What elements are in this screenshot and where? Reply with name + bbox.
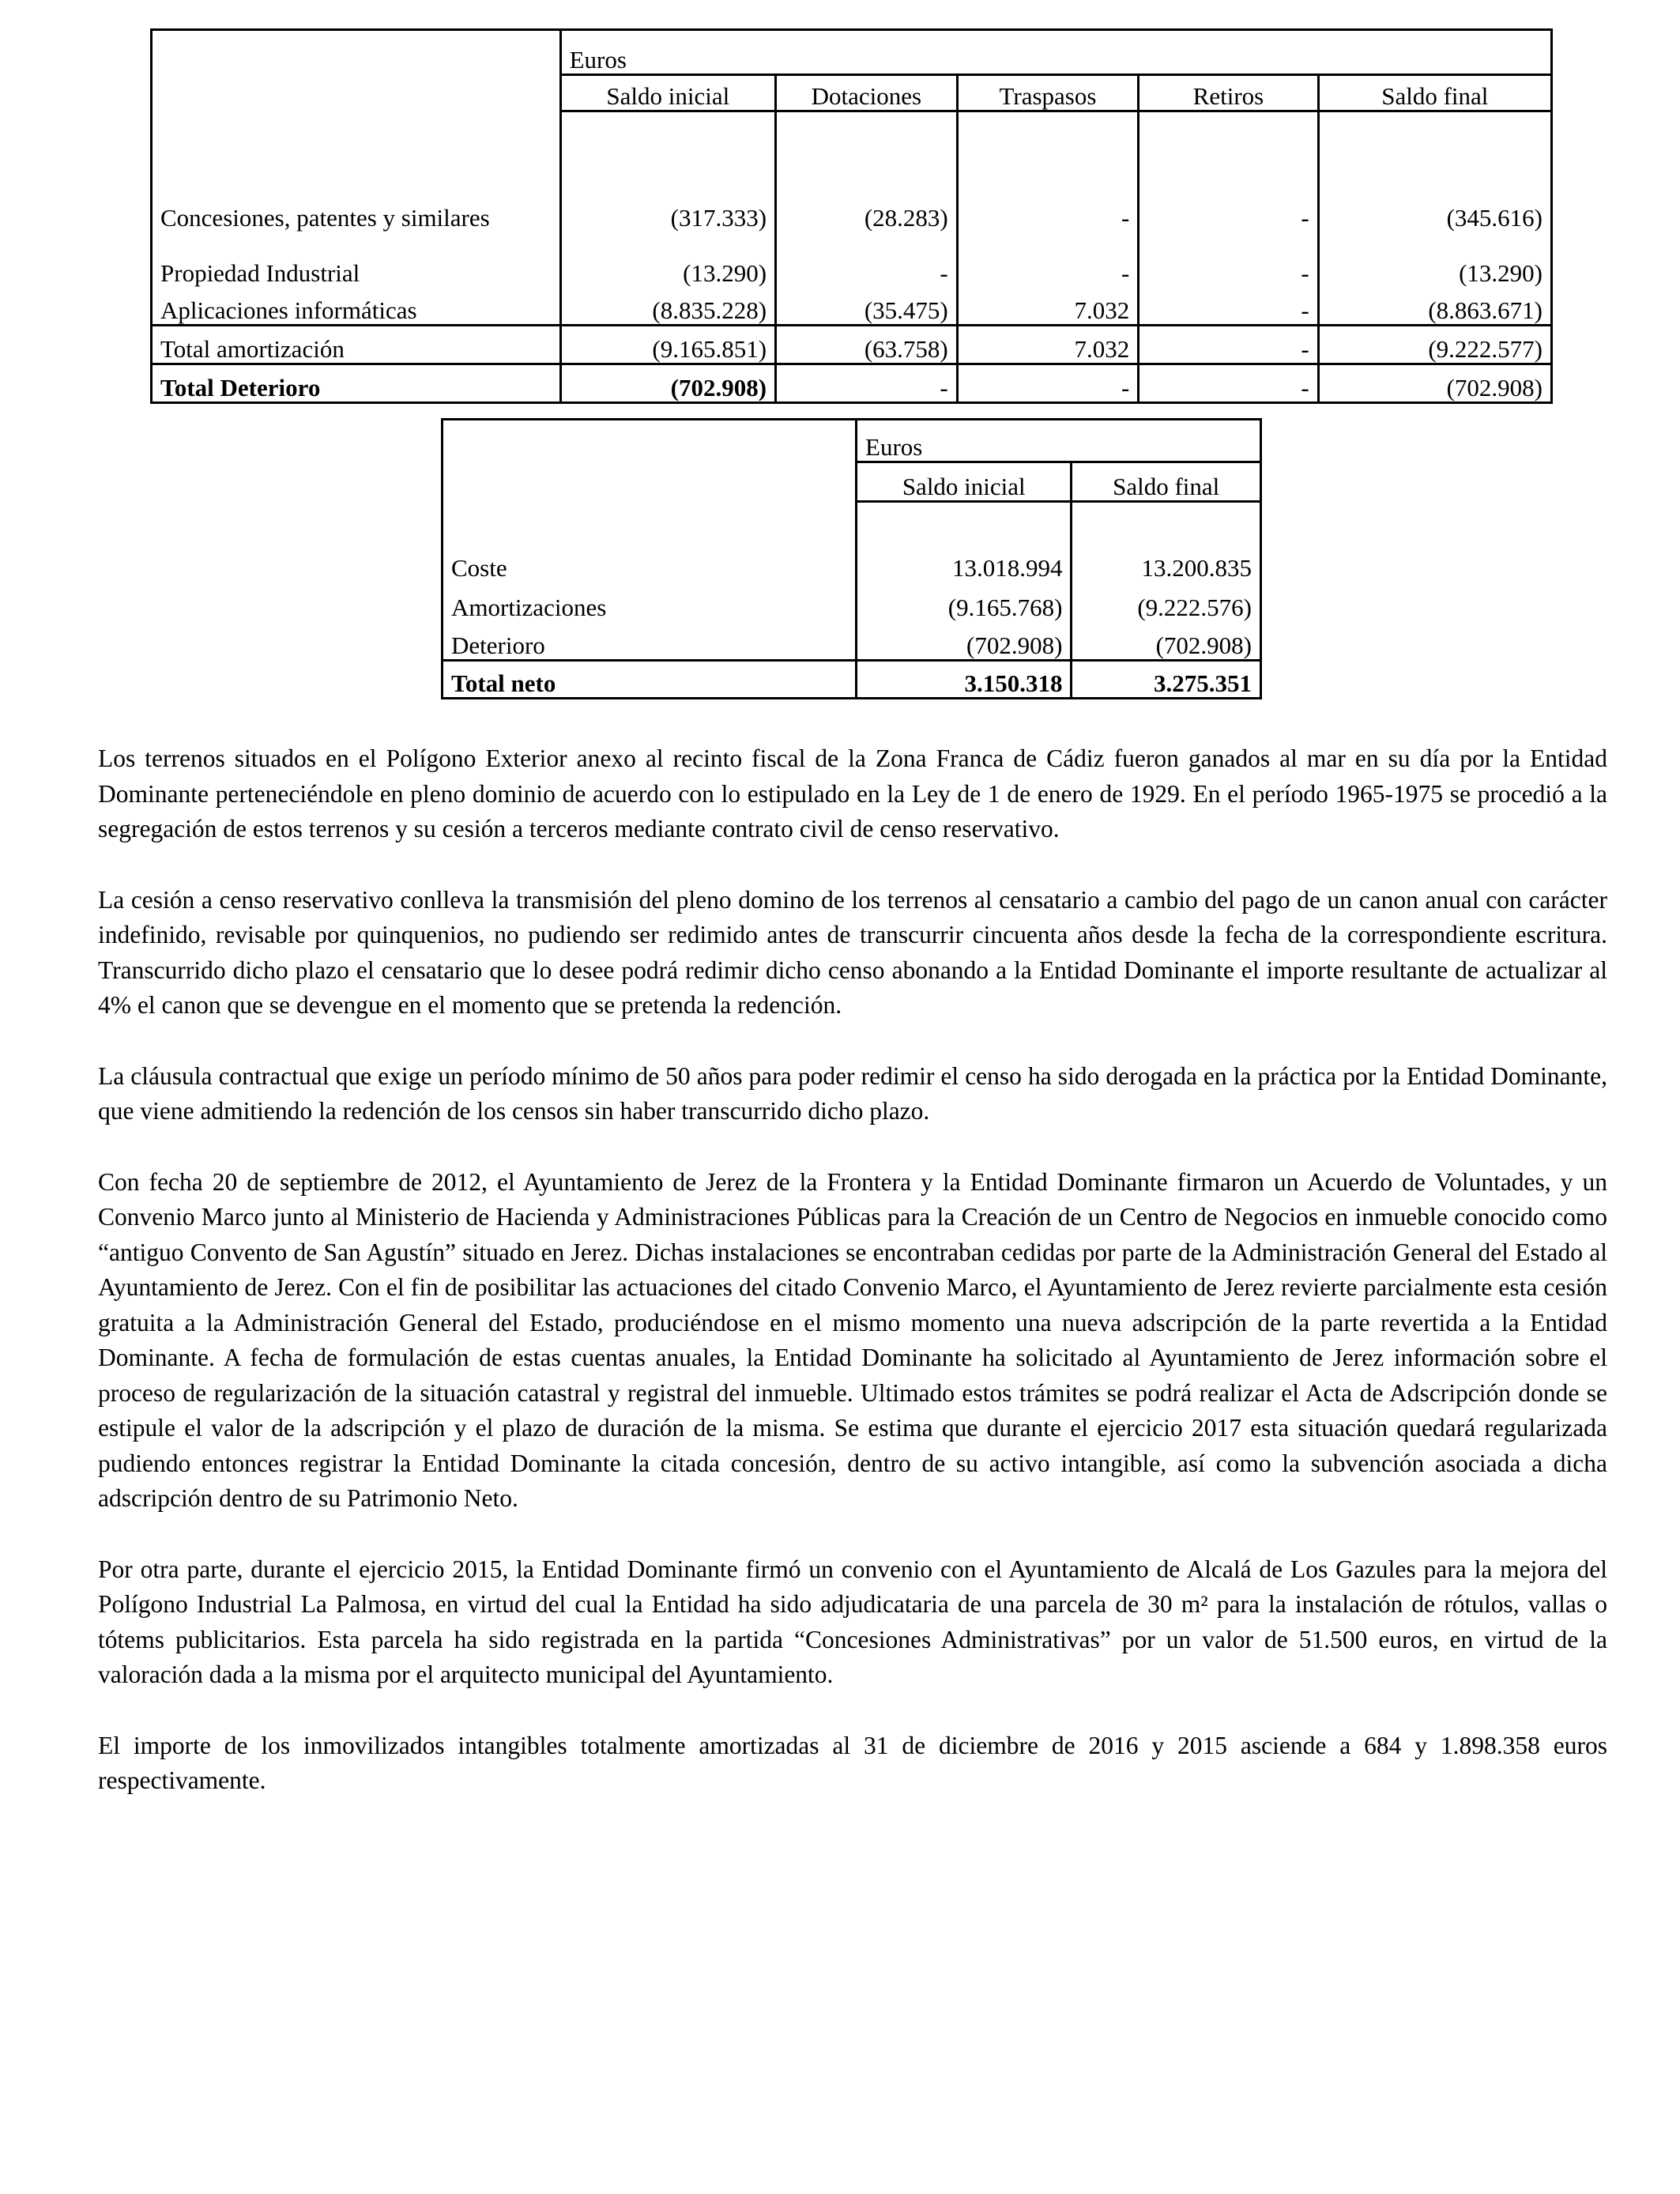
cell-value: - bbox=[957, 364, 1139, 403]
cell-value: (345.616) bbox=[1318, 111, 1551, 239]
table2-corner bbox=[443, 420, 857, 462]
table-row bbox=[152, 326, 1552, 364]
table1-currency-header: Euros bbox=[560, 30, 1551, 75]
cell-value: (13.290) bbox=[560, 239, 776, 287]
cell-value: (702.908) bbox=[1318, 364, 1551, 403]
cell-value: (9.165.768) bbox=[857, 582, 1072, 621]
table2-header-saldo-final: Saldo final bbox=[1072, 462, 1261, 502]
paragraph: Con fecha 20 de septiembre de 2012, el Ayuntamiento de Jerez de la Frontera y la Entidad Dominante firmaron un Acuerdo de Voluntades, y un Convenio Marco junto al Ministerio de Hacienda y Administraciones Públicas para la Creación de un Centro de Negocios en inmueble conocido como “antiguo Convento de San Agustín” situado en Jerez. Dichas instalaciones se encontraban cedidas por parte de la Administración General del Estado al Ayuntamiento de Jerez. Con el fin de posibilitar las actuaciones del citado Convenio Marco, el Ayuntamiento de Jerez revierte parcialmente esta cesión gratuita a la Administración General del Estado, produciéndose en el mismo momento una nueva adscripción de la parte revertida a la Entidad Dominante. A fecha de formulación de estas cuentas anuales, la Entidad Dominante ha solicitado al Ayuntamiento de Jerez información sobre el proceso de regularización de la situación catastral y registral del inmueble. Ultimado estos trámites se podrá realizar el Acta de Adscripción donde se estipule el valor de la adscripción y el plazo de duración de la misma. Se estima que durante el ejercicio 2017 esta situación quedará regularizada pudiendo entonces registrar la Entidad Dominante la citada concesión, dentro de su activo intangible, así como la subvención asociada a dicha adscripción dentro de su Patrimonio Neto. bbox=[98, 1167, 1607, 1512]
table2-header-saldo-inicial: Saldo inicial bbox=[857, 462, 1072, 502]
cell-value: 13.018.994 bbox=[857, 502, 1072, 582]
table2-currency-header: Euros bbox=[857, 420, 1261, 462]
table1-corner-lower bbox=[152, 75, 561, 111]
cell-value: 3.275.351 bbox=[1072, 661, 1261, 699]
row-label: Propiedad Industrial bbox=[152, 239, 561, 287]
row-label: Deterioro bbox=[443, 621, 857, 661]
table-row bbox=[152, 111, 1552, 239]
cell-value: - bbox=[1139, 239, 1318, 287]
cell-value: 3.150.318 bbox=[857, 661, 1072, 699]
table-row bbox=[443, 621, 1261, 661]
table1-header-traspasos: Traspasos bbox=[957, 75, 1139, 111]
cell-value: (9.222.576) bbox=[1072, 582, 1261, 621]
amortization-table bbox=[150, 28, 1553, 404]
cell-value: (8.863.671) bbox=[1318, 287, 1551, 326]
cell-value: (8.835.228) bbox=[560, 287, 776, 326]
cell-value: (13.290) bbox=[1318, 239, 1551, 287]
net-value-table bbox=[441, 418, 1262, 699]
cell-value: (9.222.577) bbox=[1318, 326, 1551, 364]
cell-value: (317.333) bbox=[560, 111, 776, 239]
cell-value: (702.908) bbox=[857, 621, 1072, 661]
table-row bbox=[152, 239, 1552, 287]
cell-value: - bbox=[776, 364, 958, 403]
cell-value: 13.200.835 bbox=[1072, 502, 1261, 582]
table1-header-saldo-final: Saldo final bbox=[1318, 75, 1551, 111]
table-row bbox=[443, 661, 1261, 699]
cell-value: - bbox=[957, 239, 1139, 287]
cell-value: (9.165.851) bbox=[560, 326, 776, 364]
cell-value: (63.758) bbox=[776, 326, 958, 364]
row-label: Total Deterioro bbox=[152, 364, 561, 403]
cell-value: - bbox=[1139, 111, 1318, 239]
paragraph: El importe de los inmovilizados intangibles totalmente amortizadas al 31 de diciembre de 2016 y 2015 asciende a 684 y 1.898.358 euros respectivamente. bbox=[98, 1731, 1607, 1794]
cell-value: - bbox=[1139, 326, 1318, 364]
paragraph: Por otra parte, durante el ejercicio 2015, la Entidad Dominante firmó un convenio con el Ayuntamiento de Alcalá de Los Gazules para la mejora del Polígono Industrial La Palmosa, en virtud del cual la Entidad ha sido adjudicataria de una parcela de 30 m² para la instalación de rótulos, vallas o tótems publicitarios. Esta parcela ha sido registrada en la partida “Concesiones Administrativas” por un valor de 51.500 euros, en virtud de la valoración dada a la misma por el arquitecto municipal del Ayuntamiento. bbox=[98, 1555, 1607, 1688]
cell-value: 7.032 bbox=[957, 326, 1139, 364]
cell-value: - bbox=[1139, 364, 1318, 403]
row-label: Coste bbox=[443, 502, 857, 582]
table-row bbox=[152, 287, 1552, 326]
paragraph: La cláusula contractual que exige un período mínimo de 50 años para poder redimir el censo ha sido derogada en la práctica por la Entidad Dominante, que viene admitiendo la redención de los censos sin haber transcurrido dicho plazo. bbox=[98, 1061, 1607, 1125]
table-row bbox=[443, 502, 1261, 582]
paragraph: Los terrenos situados en el Polígono Exterior anexo al recinto fiscal de la Zona Franca de Cádiz fueron ganados al mar en su día por la Entidad Dominante perteneciéndole en pleno dominio de acuerdo con lo estipulado en la Ley de 1 de enero de 1929. En el período 1965-1975 se procedió a la segregación de estos terrenos y su cesión a terceros mediante contrato civil de censo reservativo. bbox=[98, 745, 1607, 843]
cell-value: (702.908) bbox=[1072, 621, 1261, 661]
cell-value: (702.908) bbox=[560, 364, 776, 403]
cell-value: 7.032 bbox=[957, 287, 1139, 326]
table1-header-saldo-inicial: Saldo inicial bbox=[560, 75, 776, 111]
cell-value: (35.475) bbox=[776, 287, 958, 326]
body-text bbox=[98, 741, 1607, 1834]
paragraph: La cesión a censo reservativo conlleva la transmisión del pleno domino de los terrenos al censatario a cambio del pago de un canon anual con carácter indefinido, revisable por quinquenios, no pudiendo ser redimido antes de transcurrir cincuenta años desde la fecha de la correspondiente escritura. Transcurrido dicho plazo el censatario que lo desee podrá redimir dicho censo abonando a la Entidad Dominante el importe resultante de actualizar al 4% el canon que se devengue en el momento que se pretenda la redención. bbox=[98, 885, 1607, 1019]
table2-corner-lower bbox=[443, 462, 857, 502]
table-row bbox=[443, 582, 1261, 621]
row-label: Total amortización bbox=[152, 326, 561, 364]
table1-header-dotaciones: Dotaciones bbox=[776, 75, 958, 111]
table-row bbox=[152, 364, 1552, 403]
table1-header-retiros: Retiros bbox=[1139, 75, 1318, 111]
row-label: Total neto bbox=[443, 661, 857, 699]
cell-value: - bbox=[957, 111, 1139, 239]
row-label: Aplicaciones informáticas bbox=[152, 287, 561, 326]
row-label: Amortizaciones bbox=[443, 582, 857, 621]
cell-value: (28.283) bbox=[776, 111, 958, 239]
cell-value: - bbox=[776, 239, 958, 287]
cell-value: - bbox=[1139, 287, 1318, 326]
row-label: Concesiones, patentes y similares bbox=[152, 111, 561, 239]
table1-corner bbox=[152, 30, 561, 75]
